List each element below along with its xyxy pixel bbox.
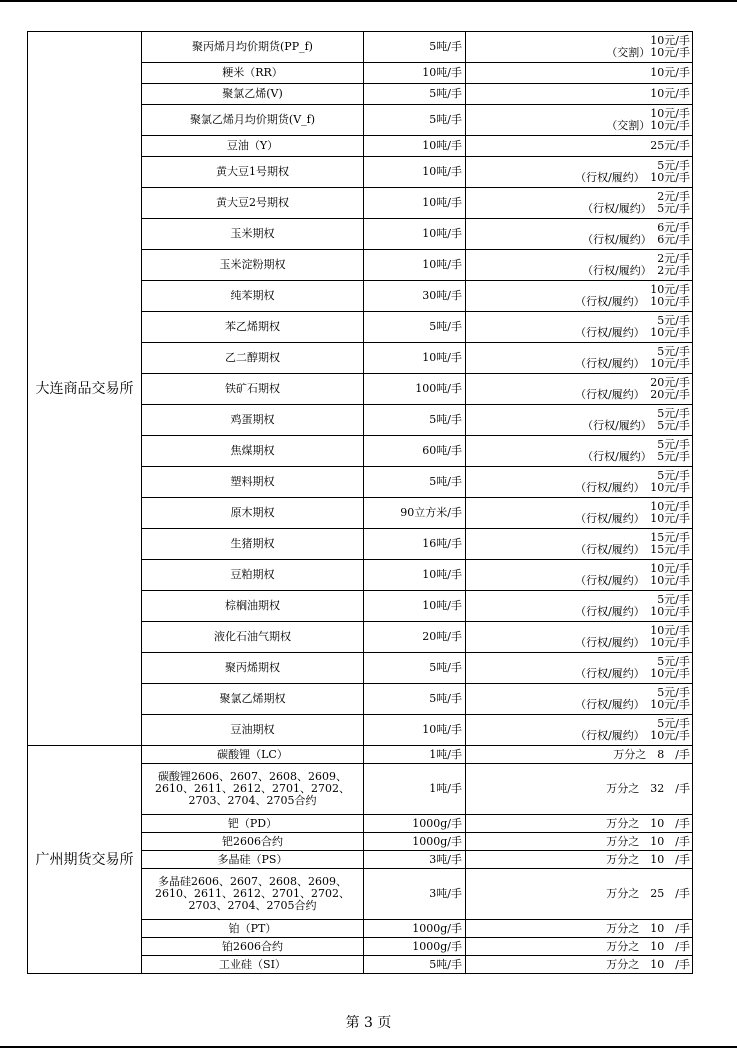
fee-cell <box>466 815 693 833</box>
fee-cell <box>466 938 693 956</box>
product-cell: 豆油期权 <box>142 715 364 746</box>
fee-line: 5元/手 <box>657 593 690 606</box>
unit-cell: 20吨/手 <box>364 622 466 653</box>
fee-line: （行权/履约） 10元/手 <box>575 605 690 618</box>
fee-line: 万分之 10 /手 <box>606 816 690 830</box>
top-rule <box>0 0 737 2</box>
product-cell: 玉米期权 <box>142 219 364 250</box>
product-cell: 多晶硅2606、2607、2608、2609、2610、2611、2612、2701、2702、2703、2704、2705合约 <box>142 869 364 920</box>
fee-table <box>27 31 693 974</box>
page-number: 第 3 页 <box>345 1015 392 1031</box>
fee-cell <box>466 250 693 281</box>
fee-line: （行权/履约） 10元/手 <box>575 481 690 494</box>
fee-line: 5元/手 <box>657 469 690 482</box>
unit-cell: 10吨/手 <box>364 136 466 157</box>
fee-line: 万分之 8 /手 <box>613 747 690 761</box>
product-cell: 多晶硅（PS） <box>142 851 364 869</box>
product-cell: 纯苯期权 <box>142 281 364 312</box>
table-row <box>28 32 693 63</box>
unit-cell: 10吨/手 <box>364 343 466 374</box>
unit-cell: 1000g/手 <box>364 920 466 938</box>
fee-cell <box>466 157 693 188</box>
fee-cell <box>466 622 693 653</box>
fee-line: （行权/履约） 10元/手 <box>575 357 690 370</box>
unit-cell: 1吨/手 <box>364 746 466 764</box>
unit-cell: 100吨/手 <box>364 374 466 405</box>
unit-cell: 10吨/手 <box>364 63 466 84</box>
unit-cell: 5吨/手 <box>364 32 466 63</box>
product-cell: 工业硅（SI） <box>142 956 364 974</box>
fee-line: （行权/履约） 6元/手 <box>582 233 690 246</box>
fee-line: （行权/履约） 5元/手 <box>582 419 690 432</box>
product-cell: 铂2606合约 <box>142 938 364 956</box>
fee-cell <box>466 84 693 105</box>
fee-line: 万分之 10 /手 <box>606 921 690 935</box>
fee-cell <box>466 436 693 467</box>
fee-line: 5元/手 <box>657 345 690 358</box>
fee-cell <box>466 188 693 219</box>
product-cell: 碳酸锂（LC） <box>142 746 364 764</box>
unit-cell: 10吨/手 <box>364 715 466 746</box>
fee-cell <box>466 956 693 974</box>
fee-cell <box>466 529 693 560</box>
fee-line: 10元/手 <box>650 66 690 79</box>
unit-cell: 16吨/手 <box>364 529 466 560</box>
fee-cell <box>466 746 693 764</box>
unit-cell: 10吨/手 <box>364 219 466 250</box>
fee-cell <box>466 343 693 374</box>
fee-line: 25元/手 <box>650 139 690 152</box>
product-cell: 液化石油气期权 <box>142 622 364 653</box>
fee-line: （行权/履约） 10元/手 <box>575 171 690 184</box>
fee-line: 20元/手 <box>650 376 690 389</box>
fee-line: 5元/手 <box>657 407 690 420</box>
unit-cell: 5吨/手 <box>364 105 466 136</box>
unit-cell: 5吨/手 <box>364 956 466 974</box>
fee-line: （行权/履约） 10元/手 <box>575 667 690 680</box>
fee-cell <box>466 32 693 63</box>
unit-cell: 5吨/手 <box>364 312 466 343</box>
fee-line: （行权/履约） 10元/手 <box>575 295 690 308</box>
product-cell: 钯（PD） <box>142 815 364 833</box>
exchange-cell: 大连商品交易所 <box>28 32 142 746</box>
unit-cell: 1000g/手 <box>364 815 466 833</box>
product-cell: 塑料期权 <box>142 467 364 498</box>
fee-cell <box>466 560 693 591</box>
product-cell: 聚氯乙烯月均价期货(V_f) <box>142 105 364 136</box>
fee-line: 10元/手 <box>650 283 690 296</box>
fee-line: 5元/手 <box>657 686 690 699</box>
fee-line: （行权/履约） 5元/手 <box>582 450 690 463</box>
product-cell: 豆油（Y） <box>142 136 364 157</box>
unit-cell: 10吨/手 <box>364 188 466 219</box>
product-cell: 棕榈油期权 <box>142 591 364 622</box>
fee-cell <box>466 833 693 851</box>
product-cell: 聚氯乙烯(V) <box>142 84 364 105</box>
fee-cell <box>466 136 693 157</box>
fee-line: 10元/手 <box>650 87 690 100</box>
fee-cell <box>466 312 693 343</box>
unit-cell: 90立方米/手 <box>364 498 466 529</box>
fee-cell <box>466 869 693 920</box>
unit-cell: 5吨/手 <box>364 467 466 498</box>
exchange-cell: 广州期货交易所 <box>28 746 142 974</box>
fee-line: 5元/手 <box>657 717 690 730</box>
unit-cell: 1吨/手 <box>364 764 466 815</box>
product-cell: 玉米淀粉期权 <box>142 250 364 281</box>
fee-cell <box>466 498 693 529</box>
fee-cell <box>466 105 693 136</box>
fee-cell <box>466 591 693 622</box>
unit-cell: 10吨/手 <box>364 591 466 622</box>
unit-cell: 10吨/手 <box>364 157 466 188</box>
fee-line: 10元/手 <box>650 500 690 513</box>
unit-cell: 60吨/手 <box>364 436 466 467</box>
fee-cell <box>466 851 693 869</box>
fee-line: 5元/手 <box>657 655 690 668</box>
fee-line: （行权/履约） 10元/手 <box>575 512 690 525</box>
fee-line: （行权/履约） 2元/手 <box>582 264 690 277</box>
fee-line: 万分之 10 /手 <box>606 957 690 971</box>
fee-line: 5元/手 <box>657 438 690 451</box>
bottom-rule <box>0 1046 737 1048</box>
fee-cell <box>466 219 693 250</box>
fee-cell <box>466 63 693 84</box>
fee-cell <box>466 467 693 498</box>
fee-line: （交割）10元/手 <box>606 46 690 59</box>
fee-line: （行权/履约） 10元/手 <box>575 636 690 649</box>
fee-cell <box>466 684 693 715</box>
product-cell: 聚丙烯期权 <box>142 653 364 684</box>
table-row <box>28 746 693 764</box>
fee-cell <box>466 764 693 815</box>
unit-cell: 1000g/手 <box>364 938 466 956</box>
unit-cell: 10吨/手 <box>364 250 466 281</box>
fee-line: （行权/履约） 15元/手 <box>575 543 690 556</box>
fee-cell <box>466 920 693 938</box>
product-cell: 鸡蛋期权 <box>142 405 364 436</box>
fee-line: （行权/履约） 10元/手 <box>575 698 690 711</box>
fee-line: 10元/手 <box>650 107 690 120</box>
unit-cell: 5吨/手 <box>364 684 466 715</box>
fee-line: 5元/手 <box>657 159 690 172</box>
fee-line: （行权/履约） 10元/手 <box>575 729 690 742</box>
product-cell: 黄大豆1号期权 <box>142 157 364 188</box>
fee-line: 万分之 25 /手 <box>606 887 690 900</box>
unit-cell: 5吨/手 <box>364 84 466 105</box>
fee-cell <box>466 374 693 405</box>
fee-line: 万分之 10 /手 <box>606 834 690 848</box>
fee-cell <box>466 653 693 684</box>
unit-cell: 3吨/手 <box>364 851 466 869</box>
unit-cell: 5吨/手 <box>364 653 466 684</box>
fee-line: 6元/手 <box>657 221 690 234</box>
fee-line: 万分之 10 /手 <box>606 939 690 953</box>
fee-cell <box>466 405 693 436</box>
unit-cell: 1000g/手 <box>364 833 466 851</box>
product-cell: 聚氯乙烯期权 <box>142 684 364 715</box>
product-cell: 黄大豆2号期权 <box>142 188 364 219</box>
fee-cell <box>466 715 693 746</box>
fee-line: 10元/手 <box>650 34 690 47</box>
fee-line: 万分之 32 /手 <box>606 782 690 795</box>
product-cell: 碳酸锂2606、2607、2608、2609、2610、2611、2612、2701、2702、2703、2704、2705合约 <box>142 764 364 815</box>
product-cell: 聚丙烯月均价期货(PP_f) <box>142 32 364 63</box>
fee-line: （行权/履约） 5元/手 <box>582 202 690 215</box>
fee-line: 5元/手 <box>657 314 690 327</box>
fee-line: 15元/手 <box>650 531 690 544</box>
fee-line: 10元/手 <box>650 624 690 637</box>
fee-line: （交割）10元/手 <box>606 119 690 132</box>
product-cell: 粳米（RR） <box>142 63 364 84</box>
unit-cell: 30吨/手 <box>364 281 466 312</box>
fee-cell <box>466 281 693 312</box>
product-cell: 钯2606合约 <box>142 833 364 851</box>
fee-line: 2元/手 <box>657 252 690 265</box>
unit-cell: 5吨/手 <box>364 405 466 436</box>
product-cell: 铁矿石期权 <box>142 374 364 405</box>
unit-cell: 3吨/手 <box>364 869 466 920</box>
product-cell: 铂（PT） <box>142 920 364 938</box>
fee-line: 10元/手 <box>650 562 690 575</box>
fee-line: （行权/履约） 10元/手 <box>575 574 690 587</box>
fee-line: （行权/履约） 20元/手 <box>575 388 690 401</box>
fee-line: 万分之 10 /手 <box>606 852 690 866</box>
unit-cell: 10吨/手 <box>364 560 466 591</box>
product-cell: 乙二醇期权 <box>142 343 364 374</box>
product-cell: 原木期权 <box>142 498 364 529</box>
product-cell: 焦煤期权 <box>142 436 364 467</box>
product-cell: 苯乙烯期权 <box>142 312 364 343</box>
fee-line: 2元/手 <box>657 190 690 203</box>
product-cell: 生猪期权 <box>142 529 364 560</box>
fee-line: （行权/履约） 10元/手 <box>575 326 690 339</box>
product-cell: 豆粕期权 <box>142 560 364 591</box>
